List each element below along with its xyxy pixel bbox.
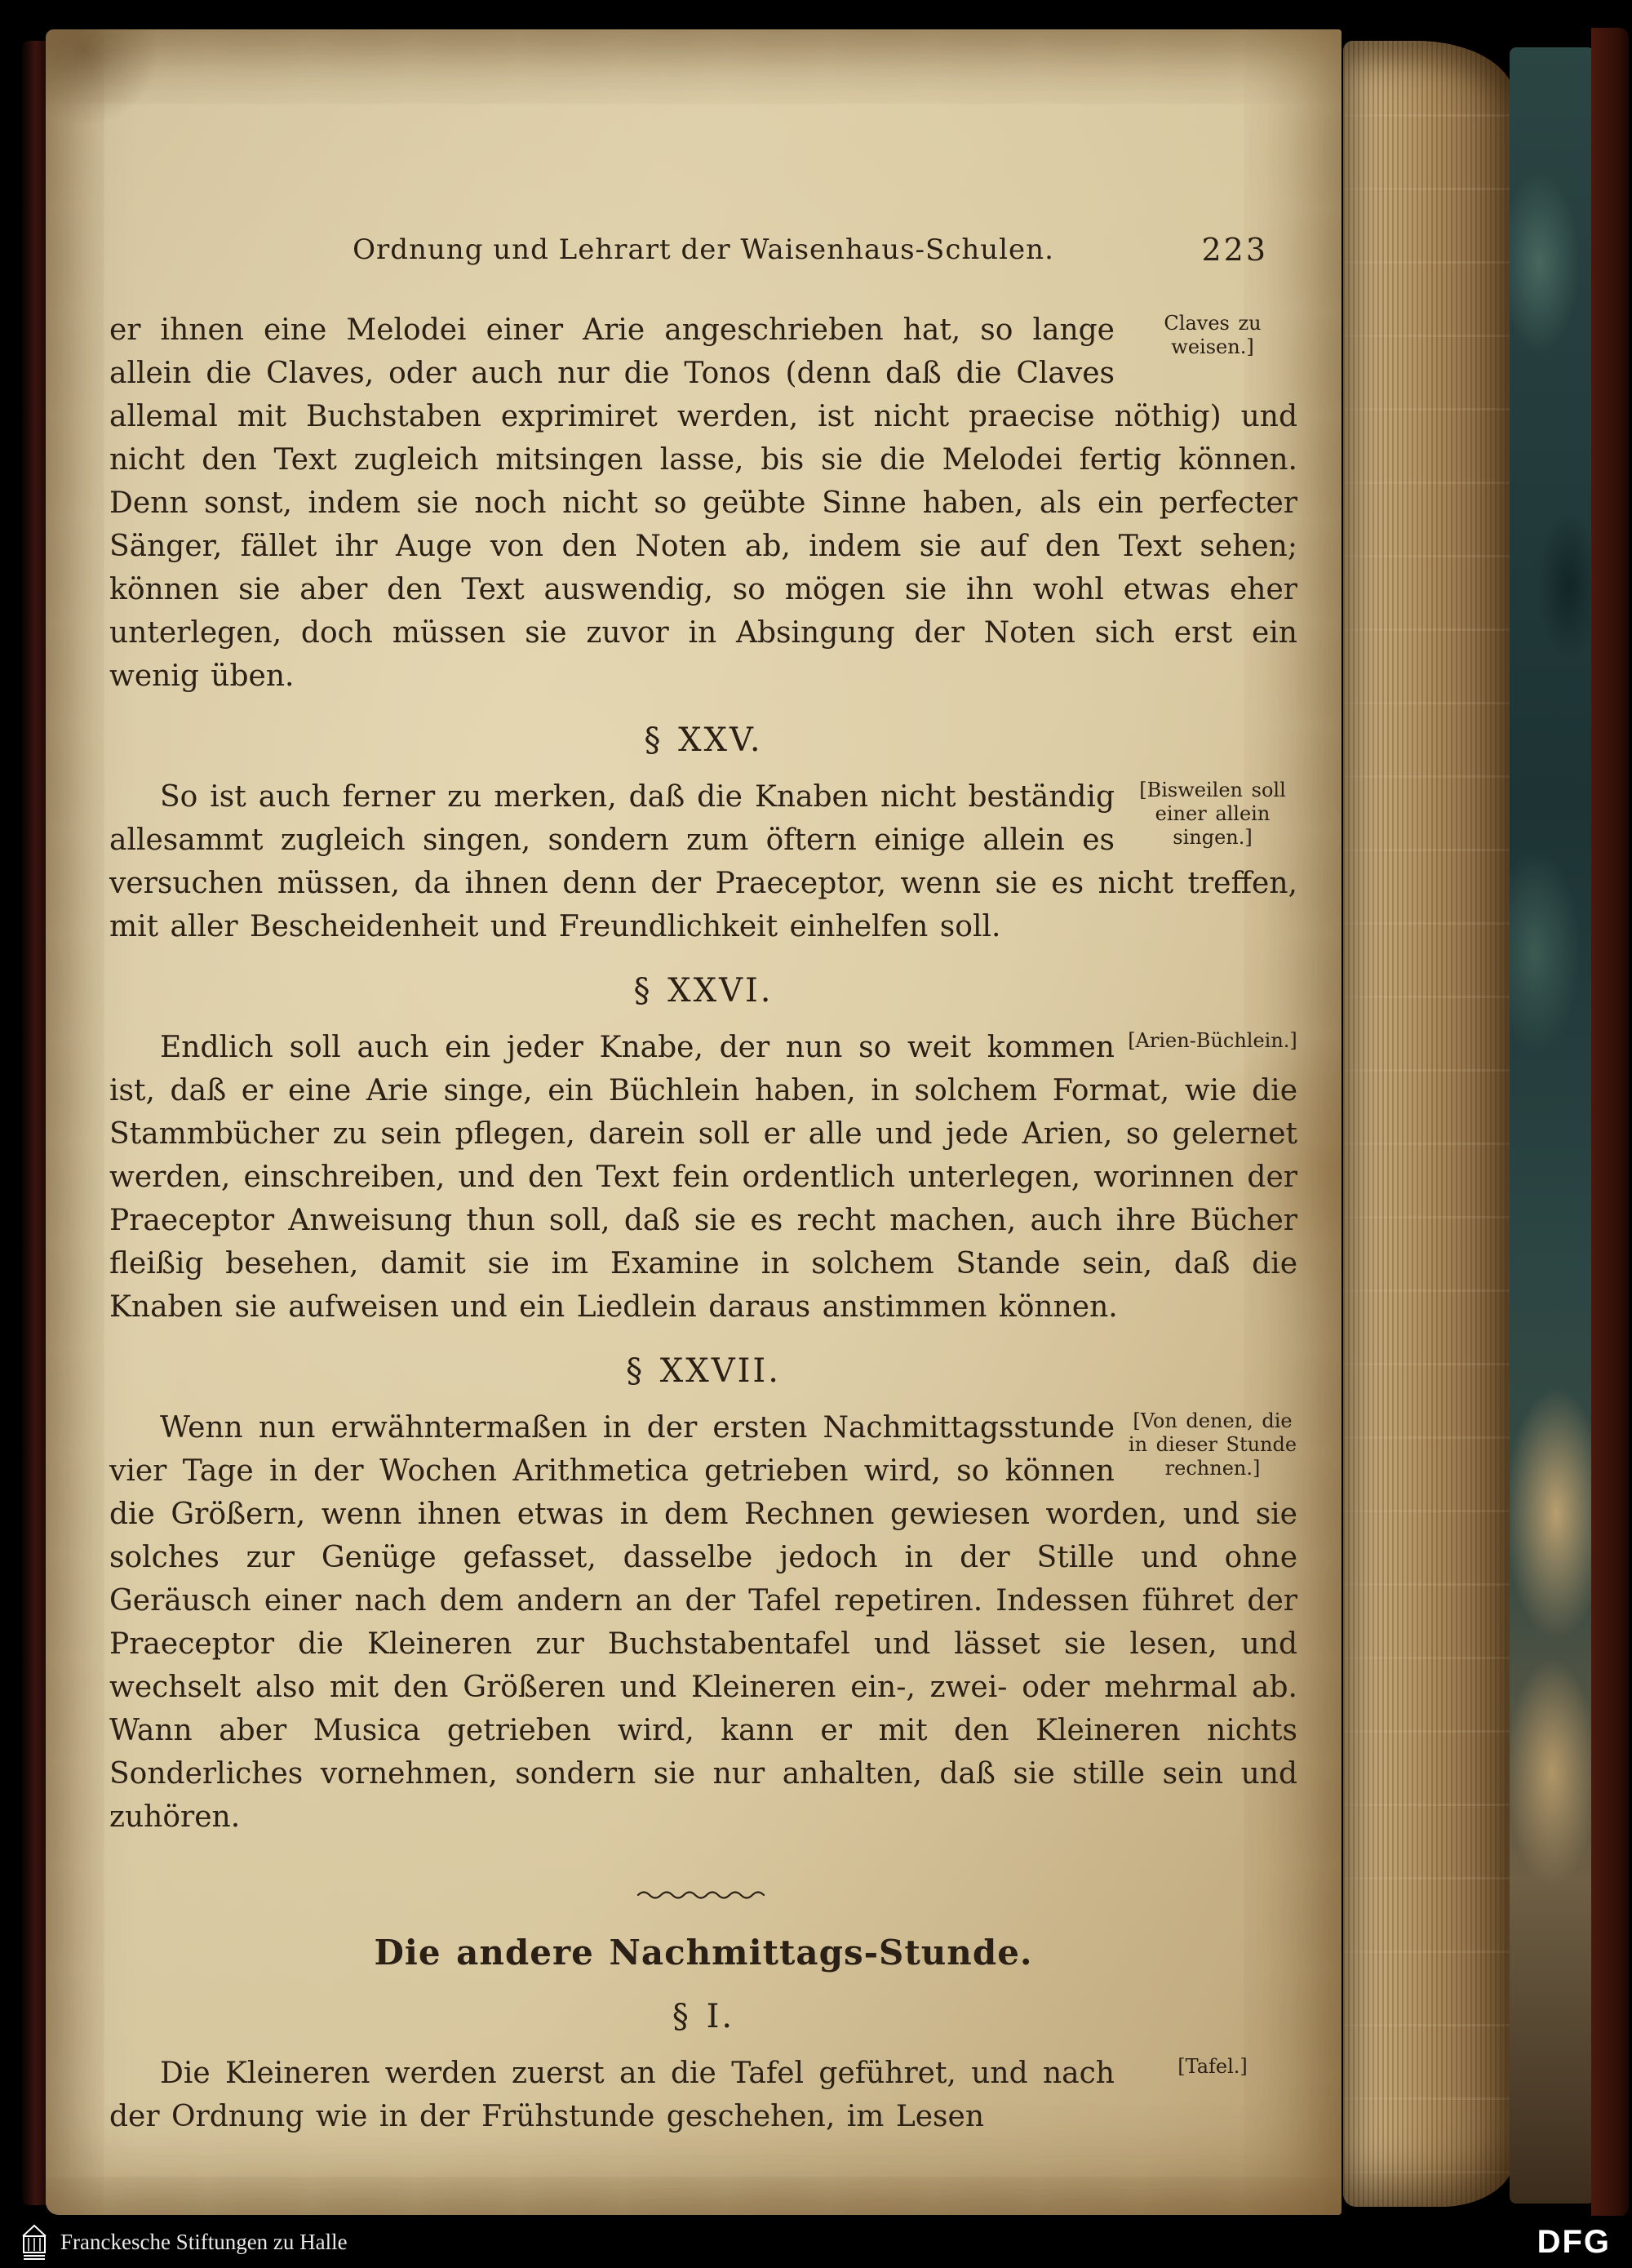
leather-cover-edge [1591, 28, 1629, 2217]
paragraph-xxvi [109, 1026, 1297, 1329]
page-number: 223 [1201, 232, 1268, 268]
paragraph-text: So ist auch ferner zu merken, daß die Knaben nicht beständig allesammt zugleich singen, sondern zum öftern einige allein es versuchen müssen, da ihnen denn der Praeceptor, wenn sie es nicht treffen, mit aller Bescheidenheit und Freundlichkeit einhelfen soll. [109, 780, 1297, 943]
section-heading-xxv: § XXV. [644, 721, 763, 759]
paragraph-text: er ihnen eine Melodei einer Arie angeschrieben hat, so lange allein die Claves, oder auch nur die Tonos (denn daß die Claves allemal mit Buchstaben exprimiret werden, ist nicht praecise nöthig) und nicht den Text zugleich mitsingen lasse, bis sie die Melodei fertig können. Denn sonst, indem sie noch nicht so geübte Sinne haben, als ein perfecter Sänger, fället ihr Auge von den Noten ab, indem sie auf den Text sehen; können sie aber den Text auswendig, so mögen sie ihn wohl etwas eher unterlegen, doch müssen sie zuvor in Absingung der Noten sich erst ein wenig üben. [109, 313, 1297, 693]
margin-note-rechnen: [Von denen, die in dieser Stunde rechnen.] [1128, 1409, 1297, 1480]
paragraph-i [109, 2052, 1297, 2138]
paragraph-text: Wenn nun erwähntermaßen in der ersten Nachmittagsstunde vier Tage in der Wochen Arithmetica getrieben wird, so können die Größern, wenn ihnen etwas in dem Rechnen gewiesen worden, und sie solches zur Genüge gefasset, dasselbe jedoch in der Stille und ohne Geräusch einer nach dem andern an der Tafel repetiren. Indessen führet der Praeceptor die Kleineren zur Buchstabentafel und lässet sie lesen, und wechselt also mit den Größeren und Kleineren ein-, zwei- oder mehrmal ab. Wann aber Musica getrieben wird, kann er mit den Kleineren nichts Sonderliches vornehmen, sondern sie nur anhalten, daß sie stille sein und zuhören. [109, 1411, 1297, 1834]
footer-bar [0, 2216, 1632, 2268]
franckesche-stiftungen-logo-icon [21, 2223, 47, 2261]
chapter-heading: Die andere Nachmittags-Stunde. [374, 1933, 1033, 1973]
margin-note-tafel: [Tafel.] [1177, 2055, 1248, 2078]
page-fore-edge [1343, 41, 1514, 2207]
footer-left-group [21, 2223, 348, 2261]
page-header [109, 233, 1297, 266]
section-heading-xxvii: § XXVII. [626, 1352, 781, 1390]
paragraph-xxv [109, 775, 1297, 948]
book-page [46, 29, 1342, 2215]
paragraph-text: Endlich soll auch ein jeder Knabe, der nun so weit kommen ist, daß er eine Arie singe, ein Büchlein haben, in solchem Format, wie die Stammbücher zu sein pflegen, darein soll er alle und jede Arien, so gelernet werden, einschreiben, und den Text fein ordentlich unterlegen, worinnen der Praeceptor Anweisung thun soll, daß sie es recht machen, auch ihre Bücher fleißig besehen, damit sie im Examine in solchem Stande sein, daß die Knaben sie aufweisen und ein Liedlein daraus anstimmen können. [109, 1031, 1297, 1324]
footer-institution-label: Franckesche Stiftungen zu Halle [60, 2229, 348, 2254]
margin-note-bisweilen: [Bisweilen soll einer allein singen.] [1139, 779, 1286, 849]
section-heading-xxvi: § XXVI. [633, 972, 774, 1010]
page-body [109, 308, 1297, 2138]
dfg-logo: DFG [1537, 2223, 1611, 2260]
book-spine-left [21, 41, 47, 2205]
paragraph-text: Die Kleineren werden zuerst an die Tafel geführet, und nach der Ordnung wie in der Frühstunde geschehen, im Lesen [109, 2057, 1115, 2133]
running-title: Ordnung und Lehrart der Waisenhaus-Schulen. [353, 233, 1054, 266]
paragraph-continuation [109, 308, 1297, 698]
margin-note-claves: Claves zu weisen.] [1164, 312, 1262, 358]
page-content [46, 29, 1342, 2215]
marbled-cover [1510, 47, 1594, 2204]
wavy-divider [109, 1870, 1297, 1913]
margin-note-arien-buechlein: [Arien-Büchlein.] [1128, 1029, 1297, 1052]
section-heading-i: § I. [672, 1998, 735, 2035]
paragraph-xxvii [109, 1406, 1297, 1839]
